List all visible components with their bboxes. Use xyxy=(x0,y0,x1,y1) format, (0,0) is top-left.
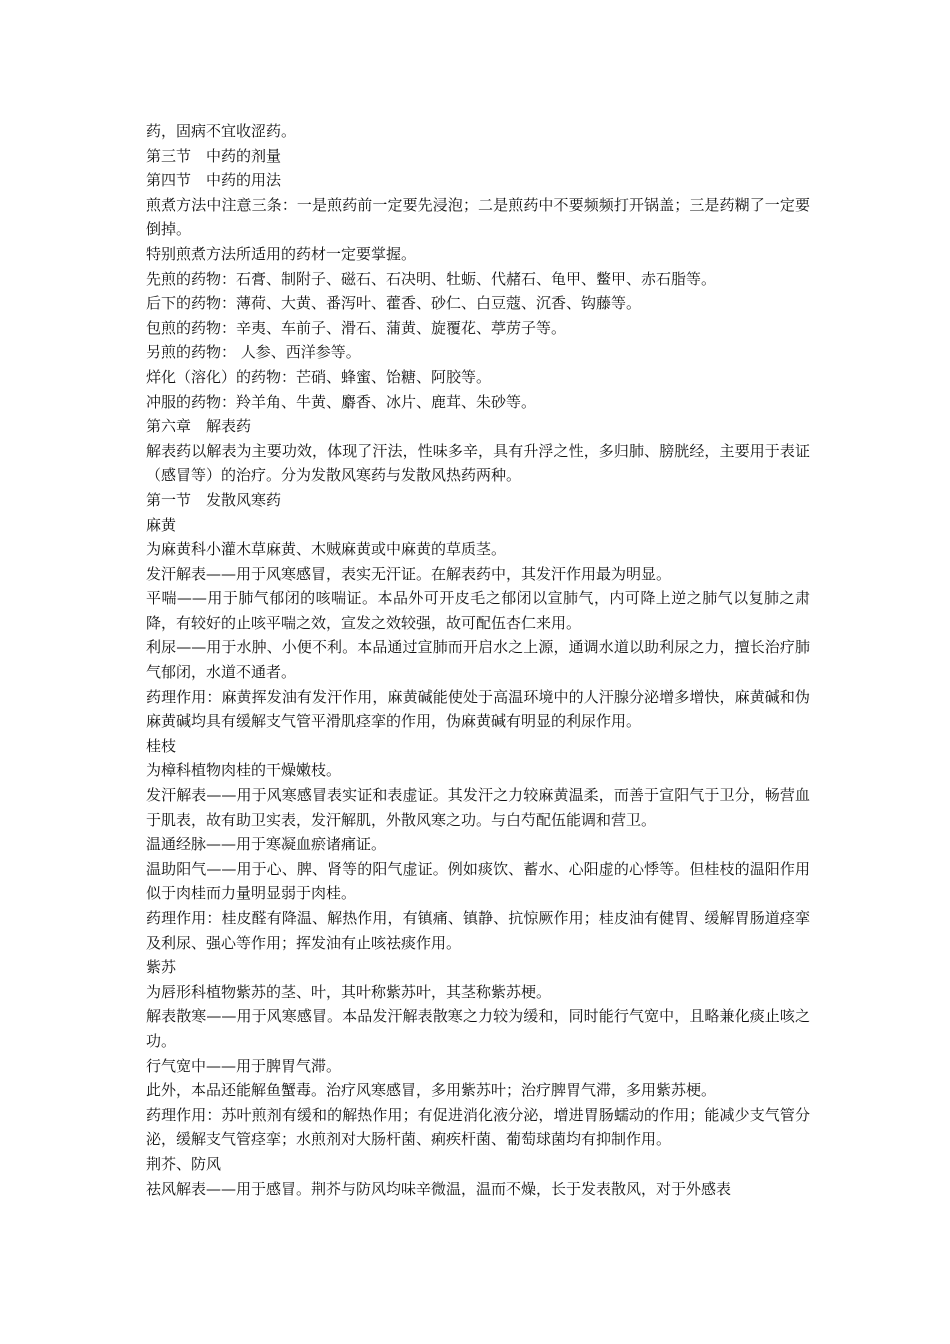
paragraph: 此外，本品还能解鱼蟹毒。治疗风寒感冒，多用紫苏叶；治疗脾胃气滞，多用紫苏梗。 xyxy=(146,1081,717,1100)
paragraph: 行气宽中——用于脾胃气滞。 xyxy=(146,1056,342,1075)
chapter-heading: 第六章 解表药 xyxy=(146,417,252,436)
herb-heading: 荆芥、防风 xyxy=(146,1154,222,1173)
paragraph: 祛风解表——用于感冒。荆芥与防风均味辛微温，温而不燥，长于发表散风，对于外感表 xyxy=(146,1179,732,1198)
paragraph: 药，固病不宜收涩药。 xyxy=(146,122,297,140)
paragraph: 温助阳气——用于心、脾、肾等的阳气虚证。例如痰饮、蓄水、心阳虚的心悸等。但桂枝的温阳作用似于肉桂而力量明显弱于肉桂。 xyxy=(146,859,810,903)
paragraph: 解表药以解表为主要功效，体现了汗法，性味多辛，具有升浮之性，多归肺、膀胱经，主要用于表证（感冒等）的治疗。分为发散风寒药与发散风热药两种。 xyxy=(146,441,810,485)
paragraph: 药理作用：麻黄挥发油有发汗作用，麻黄碱能使处于高温环境中的人汗腺分泌增多增快，麻黄碱和伪麻黄碱均具有缓解支气管平滑肌痉挛的作用，伪麻黄碱有明显的利尿作用。 xyxy=(146,687,810,731)
paragraph: 为唇形科植物紫苏的茎、叶，其叶称紫苏叶，其茎称紫苏梗。 xyxy=(146,982,552,1001)
paragraph: 药理作用：桂皮醛有降温、解热作用，有镇痛、镇静、抗惊厥作用；桂皮油有健胃、缓解胃肠道痉挛及利尿、强心等作用；挥发油有止咳祛痰作用。 xyxy=(146,909,810,952)
paragraph: 解表散寒——用于风寒感冒。本品发汗解表散寒之力较为缓和，同时能行气宽中，且略兼化痰止咳之功。 xyxy=(146,1007,810,1050)
paragraph: 另煎的药物： 人参、西洋参等。 xyxy=(146,343,361,362)
paragraph: 包煎的药物：辛夷、车前子、滑石、蒲黄、旋覆花、葶苈子等。 xyxy=(146,318,567,337)
paragraph: 发汗解表——用于风寒感冒，表实无汗证。在解表药中，其发汗作用最为明显。 xyxy=(146,564,672,583)
paragraph: 烊化（溶化）的药物：芒硝、蜂蜜、饴糖、阿胶等。 xyxy=(146,367,492,386)
paragraph: 煎煮方法中注意三条：一是煎药前一定要先浸泡；二是煎药中不要频频打开锅盖；三是药糊了一定要倒掉。 xyxy=(146,195,810,239)
section-heading: 第四节 中药的用法 xyxy=(146,171,282,190)
herb-heading: 紫苏 xyxy=(146,958,177,977)
paragraph: 先煎的药物：石膏、制附子、磁石、石决明、牡蛎、代赭石、龟甲、鳖甲、赤石脂等。 xyxy=(146,269,717,288)
paragraph: 后下的药物：薄荷、大黄、番泻叶、藿香、砂仁、白豆蔻、沉香、钩藤等。 xyxy=(146,294,642,313)
document-body xyxy=(146,119,810,1201)
herb-heading: 麻黄 xyxy=(146,515,177,534)
paragraph: 为麻黄科小灌木草麻黄、木贼麻黄或中麻黄的草质茎。 xyxy=(146,540,507,559)
paragraph: 温通经脉——用于寒凝血瘀诸痛证。 xyxy=(146,835,387,854)
herb-heading: 桂枝 xyxy=(146,736,177,755)
paragraph: 利尿——用于水肿、小便不利。本品通过宣肺而开启水之上源，通调水道以助利尿之力，擅长治疗肺气郁闭，水道不通者。 xyxy=(146,638,810,682)
paragraph: 冲服的药物：羚羊角、牛黄、麝香、冰片、鹿茸、朱砂等。 xyxy=(146,392,537,411)
paragraph: 特别煎煮方法所适用的药材一定要掌握。 xyxy=(146,244,417,263)
paragraph: 平喘——用于肺气郁闭的咳喘证。本品外可开皮毛之郁闭以宣肺气，内可降上逆之肺气以复肺之肃降，有较好的止咳平喘之效，宣发之效较强，故可配伍杏仁来用。 xyxy=(146,589,810,632)
paragraph: 发汗解表——用于风寒感冒表实证和表虚证。其发汗之力较麻黄温柔，而善于宣阳气于卫分，畅营血于肌表，故有助卫实表，发汗解肌，外散风寒之功。与白芍配伍能调和营卫。 xyxy=(146,786,810,829)
paragraph: 药理作用：苏叶煎剂有缓和的解热作用；有促进消化液分泌，增进胃肠蠕动的作用；能减少支气管分泌，缓解支气管痉挛；水煎剂对大肠杆菌、痢疾杆菌、葡萄球菌均有抑制作用。 xyxy=(146,1105,810,1149)
paragraph: 为樟科植物肉桂的干燥嫩枝。 xyxy=(146,761,342,780)
section-heading: 第三节 中药的剂量 xyxy=(146,146,282,165)
section-heading: 第一节 发散风寒药 xyxy=(146,490,282,509)
